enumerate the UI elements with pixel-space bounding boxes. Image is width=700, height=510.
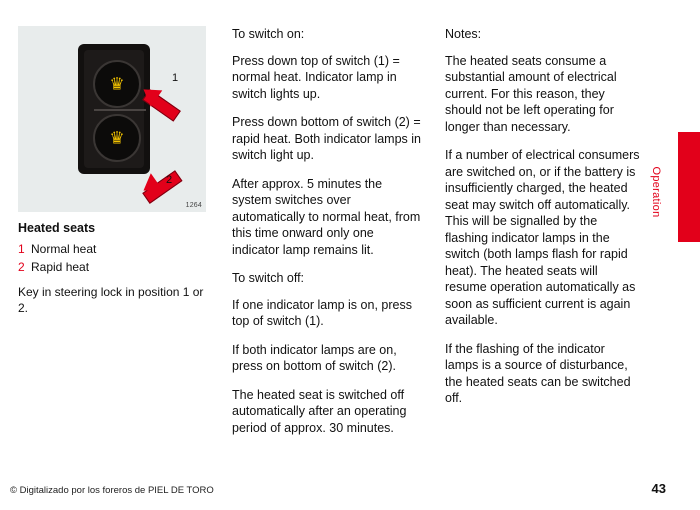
notes-heading: Notes:: [445, 27, 482, 41]
legend-item: [18, 259, 208, 276]
switch-on-paragraph: After approx. 5 minutes the system switches over automatically to normal heat, from this time onward only one indicator lamp remains lit.: [232, 176, 421, 257]
callout-label-2: 2: [166, 174, 173, 186]
figure-code: 1264: [185, 202, 202, 209]
figure-caption: Heated seats: [18, 221, 96, 235]
notes-paragraph: If a number of electrical consumers are switched on, or if the battery is insufficiently charged, the heated seat may switch off automatically. This will be signalled by the flashing indicator lamps in the switch (both lamps flash for rapid heat). The heated seats will resume operation automatically as soon as sufficient current is again available.: [445, 148, 640, 327]
heated-seat-symbol-icon: ♛: [109, 74, 125, 94]
callout-label-1: 1: [172, 72, 179, 84]
switch-face: [84, 50, 144, 168]
section-tab-marker: [678, 132, 700, 242]
figure-legend: [18, 241, 208, 276]
switch-off-paragraph: If both indicator lamps are on, press on bottom of switch (2).: [232, 342, 397, 373]
legend-number: 2: [18, 260, 25, 274]
notes-column: [445, 26, 641, 419]
switch-on-paragraph: Press down top of switch (1) = normal heat. Indicator lamp in switch lights up.: [232, 53, 400, 101]
switch-off-paragraph: If one indicator lamp is on, press top of switch (1).: [232, 297, 412, 328]
heated-seat-symbol-icon: ♛: [109, 128, 125, 148]
notes-paragraph: The heated seats consume a substantial amount of electrical current. For this reason, they should not be left operating for longer than necessary.: [445, 53, 617, 134]
scan-credit: © Digitalizado por los foreros de PIEL DE TORO: [10, 485, 214, 496]
steering-lock-note: Key in steering lock in position 1 or 2.: [18, 285, 204, 315]
switch-on-paragraph: Press down bottom of switch (2) = rapid heat. Both indicator lamps in switch light up.: [232, 115, 421, 162]
notes-paragraph: If the flashing of the indicator lamps is a source of disturbance, the heated seats can be switched off.: [445, 341, 631, 405]
switch-top-button: [93, 60, 141, 108]
switch-on-heading: To switch on:: [232, 27, 305, 41]
switch-off-paragraph: The heated seat is switched off automatically after an operating period of approx. 30 minutes.: [232, 387, 407, 435]
figure-column: [18, 26, 208, 316]
heated-seat-switch-figure: [18, 26, 206, 212]
switch-divider: [94, 109, 146, 111]
switch-housing: [78, 44, 150, 174]
legend-item: [18, 241, 208, 258]
legend-label: Rapid heat: [31, 260, 90, 274]
instructions-column: [232, 26, 422, 448]
legend-label: Normal heat: [31, 242, 97, 256]
legend-number: 1: [18, 242, 25, 256]
page-number: 43: [651, 481, 666, 496]
section-tab-label: Operation: [650, 166, 662, 218]
switch-off-heading: To switch off:: [232, 271, 305, 285]
switch-bottom-button: [93, 114, 141, 162]
